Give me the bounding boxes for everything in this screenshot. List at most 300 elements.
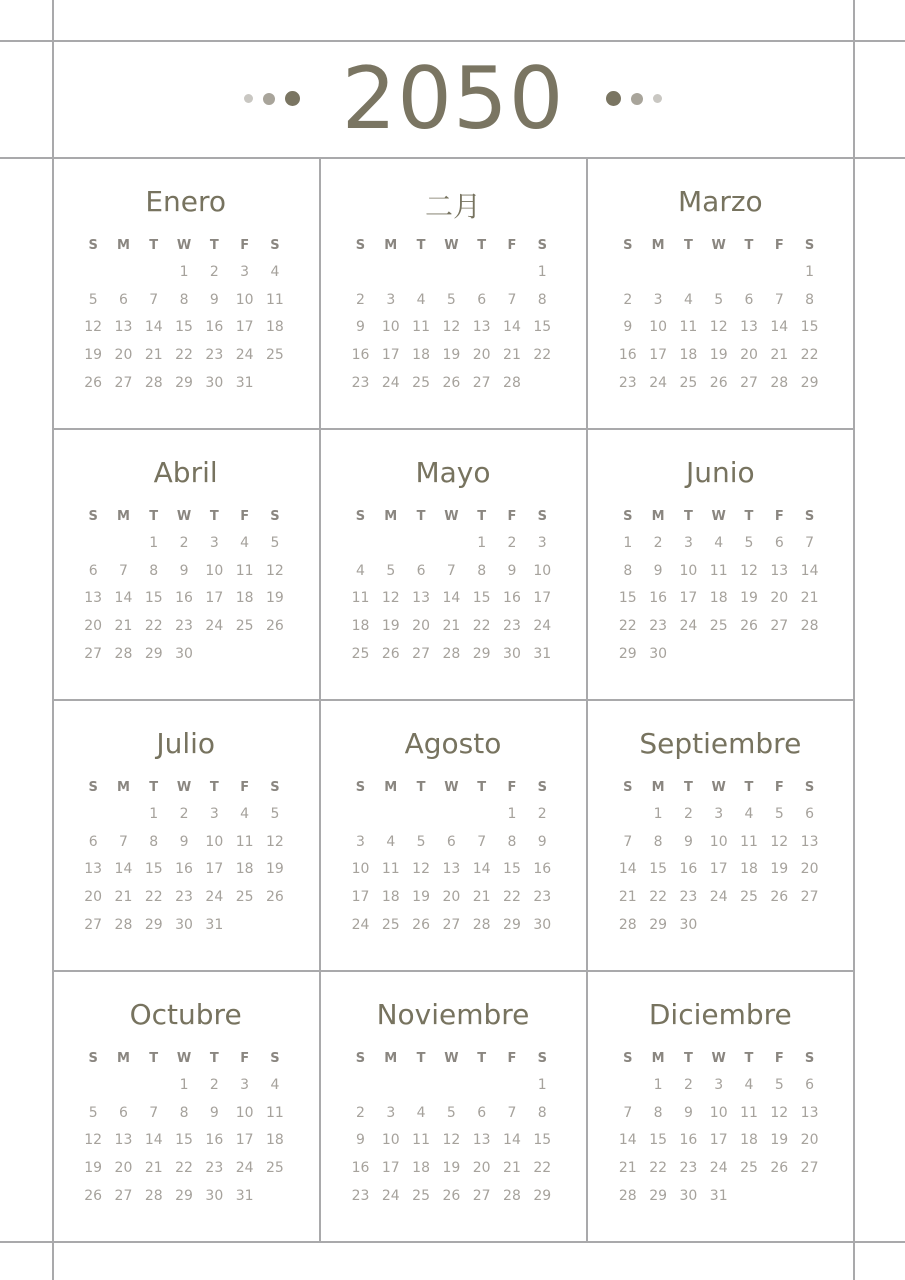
day: 5 — [446, 291, 456, 308]
day: 1 — [149, 806, 159, 822]
day: 5 — [270, 535, 280, 551]
empty-day — [436, 1077, 466, 1105]
day: 22 — [533, 347, 552, 364]
day: 29 — [175, 374, 193, 391]
day: 7 — [623, 1104, 633, 1121]
day: 22 — [618, 618, 637, 635]
day: 16 — [351, 1160, 370, 1177]
days-grid — [613, 535, 825, 673]
day: 27 — [472, 374, 491, 391]
day: 7 — [149, 291, 159, 308]
day: 26 — [266, 889, 284, 906]
day: 3 — [240, 264, 250, 280]
weekday-label: T — [744, 509, 754, 524]
day: 10 — [709, 1104, 728, 1121]
day: 24 — [679, 618, 698, 635]
day: 30 — [533, 916, 552, 933]
day: 14 — [800, 562, 819, 579]
day: 30 — [205, 374, 224, 391]
day: 16 — [679, 861, 698, 878]
day: 9 — [683, 833, 693, 850]
month-name: Junio — [685, 456, 755, 489]
day: 6 — [88, 562, 98, 579]
day: 19 — [84, 347, 103, 364]
day: 24 — [205, 618, 224, 635]
days-grid — [613, 264, 825, 402]
empty-day — [108, 806, 138, 834]
day: 8 — [623, 562, 633, 579]
day: 20 — [740, 347, 758, 364]
day: 5 — [416, 833, 426, 850]
weekday-label: M — [651, 1051, 665, 1066]
day: 27 — [472, 1187, 491, 1204]
day: 21 — [442, 618, 461, 635]
day: 21 — [618, 889, 637, 906]
weekday-label: T — [209, 238, 219, 253]
day: 23 — [205, 1160, 224, 1177]
weekday-label: T — [209, 509, 219, 524]
day: 28 — [114, 645, 133, 662]
weekday-label: T — [477, 1051, 487, 1066]
empty-day — [376, 535, 406, 563]
day: 19 — [770, 861, 789, 878]
day: 14 — [618, 861, 637, 878]
day: 29 — [472, 645, 491, 662]
day: 21 — [144, 347, 163, 364]
day: 12 — [770, 833, 789, 850]
day: 24 — [709, 889, 728, 906]
day: 13 — [800, 1104, 819, 1121]
decorative-dots-right — [606, 91, 662, 106]
day: 3 — [209, 535, 219, 551]
weekday-label: T — [149, 238, 159, 253]
day: 19 — [266, 861, 284, 878]
day: 5 — [714, 291, 724, 308]
day: 9 — [623, 319, 633, 336]
empty-day — [436, 806, 466, 834]
days-grid — [345, 535, 557, 673]
day: 14 — [503, 319, 521, 336]
weekday-label: T — [209, 1051, 219, 1066]
months-grid — [52, 157, 854, 1241]
empty-day — [436, 264, 466, 292]
empty-day — [467, 1077, 497, 1105]
day: 30 — [649, 645, 668, 662]
weekday-label: W — [176, 238, 192, 253]
day: 19 — [266, 590, 284, 607]
day: 17 — [709, 1132, 728, 1149]
day: 15 — [175, 1132, 193, 1149]
weekday-label: T — [683, 780, 693, 795]
day: 1 — [477, 535, 487, 551]
day: 3 — [386, 291, 396, 308]
weekday-label: S — [537, 238, 547, 253]
weekday-label: F — [774, 238, 784, 253]
day: 9 — [209, 291, 219, 308]
day: 16 — [175, 590, 193, 607]
day: 15 — [533, 1132, 552, 1149]
day: 9 — [653, 562, 663, 579]
day: 20 — [84, 618, 103, 635]
day: 25 — [235, 618, 254, 635]
day: 21 — [144, 1160, 163, 1177]
month-1 — [319, 157, 586, 428]
day: 23 — [649, 618, 668, 635]
day: 21 — [114, 889, 133, 906]
day: 16 — [679, 1132, 698, 1149]
day: 31 — [235, 374, 254, 391]
day: 19 — [709, 347, 728, 364]
weekday-label: W — [711, 238, 726, 253]
weekday-header — [345, 238, 557, 253]
day: 9 — [179, 562, 189, 579]
day: 17 — [709, 861, 728, 878]
empty-day — [345, 806, 375, 834]
day: 29 — [618, 645, 637, 662]
day: 1 — [805, 264, 815, 280]
day: 7 — [805, 535, 815, 551]
day: 6 — [118, 291, 128, 308]
weekday-label: F — [240, 238, 250, 253]
day: 17 — [235, 1132, 254, 1149]
weekday-label: T — [744, 238, 754, 253]
weekday-label: S — [270, 1051, 280, 1066]
day: 7 — [507, 1104, 517, 1121]
day: 8 — [537, 291, 547, 308]
weekday-header — [78, 780, 290, 795]
day: 16 — [175, 861, 193, 878]
decorative-dots-left — [244, 91, 300, 106]
day: 12 — [770, 1104, 789, 1121]
day: 16 — [618, 347, 637, 364]
day: 3 — [714, 806, 724, 822]
day: 16 — [205, 319, 224, 336]
day: 9 — [179, 833, 189, 850]
day: 16 — [205, 1132, 224, 1149]
day: 20 — [412, 618, 430, 635]
day: 13 — [84, 590, 103, 607]
day: 1 — [179, 1077, 189, 1093]
day: 26 — [381, 645, 400, 662]
day: 8 — [149, 833, 159, 850]
day: 24 — [533, 618, 552, 635]
day: 13 — [472, 1132, 491, 1149]
day: 22 — [649, 889, 668, 906]
weekday-header — [78, 509, 290, 524]
weekday-label: T — [149, 780, 159, 795]
day: 29 — [175, 1187, 193, 1204]
day: 20 — [800, 861, 819, 878]
day: 4 — [270, 264, 280, 280]
day: 28 — [442, 645, 461, 662]
day: 23 — [205, 347, 224, 364]
day: 2 — [683, 806, 693, 822]
month-7 — [319, 699, 586, 970]
day: 7 — [446, 562, 456, 579]
month-name: Diciembre — [648, 998, 792, 1031]
day: 2 — [683, 1077, 693, 1093]
weekday-label: F — [774, 509, 784, 524]
day: 16 — [351, 347, 370, 364]
day: 27 — [800, 1160, 819, 1177]
day: 15 — [533, 319, 552, 336]
day: 8 — [653, 1104, 663, 1121]
weekday-label: W — [444, 509, 459, 524]
weekday-label: T — [477, 509, 487, 524]
day: 5 — [774, 1077, 784, 1093]
day: 4 — [714, 535, 724, 551]
day: 9 — [683, 1104, 693, 1121]
weekday-label: M — [384, 780, 398, 795]
empty-day — [613, 806, 643, 834]
weekday-header — [613, 509, 825, 524]
day: 2 — [179, 806, 189, 822]
day: 24 — [381, 374, 400, 391]
day: 15 — [800, 319, 819, 336]
day: 2 — [179, 535, 189, 551]
day: 28 — [114, 916, 133, 933]
day: 22 — [175, 1160, 193, 1177]
month-name: Abril — [153, 456, 218, 489]
days-grid — [78, 264, 290, 402]
weekday-label: M — [116, 238, 130, 253]
day: 1 — [623, 535, 633, 551]
day: 6 — [118, 1104, 128, 1121]
day: 23 — [175, 889, 193, 906]
day: 17 — [679, 590, 698, 607]
day: 14 — [442, 590, 461, 607]
month-name: Octubre — [129, 998, 242, 1031]
day: 29 — [649, 916, 668, 933]
weekday-label: T — [416, 780, 426, 795]
month-name: Agosto — [404, 727, 502, 760]
day: 26 — [442, 1187, 461, 1204]
weekday-label: S — [804, 780, 815, 795]
empty-day — [78, 264, 108, 292]
day: 7 — [507, 291, 517, 308]
weekday-label: F — [240, 509, 250, 524]
day: 17 — [351, 889, 370, 906]
month-8 — [587, 699, 854, 970]
day: 2 — [623, 291, 633, 308]
day: 20 — [800, 1132, 819, 1149]
day: 12 — [266, 562, 284, 579]
day: 5 — [446, 1104, 456, 1121]
weekday-label: T — [416, 509, 426, 524]
weekday-label: S — [537, 1051, 547, 1066]
day: 6 — [416, 562, 426, 579]
day: 8 — [149, 562, 159, 579]
day: 22 — [472, 618, 491, 635]
weekday-label: M — [651, 238, 665, 253]
month-6 — [52, 699, 319, 970]
day: 2 — [356, 1104, 365, 1121]
day: 13 — [770, 562, 789, 579]
day: 13 — [84, 861, 103, 878]
weekday-label: F — [507, 238, 517, 253]
day: 20 — [114, 1160, 133, 1177]
day: 21 — [472, 889, 491, 906]
day: 12 — [740, 562, 758, 579]
day: 12 — [709, 319, 728, 336]
empty-day — [78, 535, 108, 563]
weekday-label: F — [774, 1051, 784, 1066]
day: 3 — [386, 1104, 396, 1121]
day: 26 — [770, 1160, 789, 1177]
day: 17 — [205, 861, 224, 878]
weekday-label: T — [209, 780, 219, 795]
weekday-label: S — [355, 780, 366, 795]
day: 7 — [477, 833, 487, 850]
empty-day — [436, 535, 466, 563]
weekday-label: S — [537, 509, 547, 524]
day: 29 — [649, 1187, 668, 1204]
day: 4 — [683, 291, 693, 308]
day: 20 — [84, 889, 103, 906]
day: 8 — [477, 562, 487, 579]
weekday-label: M — [384, 238, 398, 253]
day: 20 — [472, 347, 491, 364]
day: 8 — [179, 291, 189, 308]
day: 20 — [114, 347, 133, 364]
day: 26 — [442, 374, 461, 391]
day: 10 — [205, 562, 224, 579]
day: 15 — [649, 1132, 668, 1149]
empty-day — [734, 264, 764, 292]
days-grid — [613, 1077, 825, 1215]
day: 23 — [679, 889, 698, 906]
day: 24 — [649, 374, 668, 391]
empty-day — [345, 535, 375, 563]
day: 7 — [118, 562, 128, 579]
weekday-header — [78, 1051, 290, 1066]
day: 29 — [144, 916, 163, 933]
day: 27 — [114, 374, 133, 391]
weekday-label: F — [507, 780, 517, 795]
weekday-label: S — [623, 780, 633, 795]
day: 24 — [351, 916, 370, 933]
weekday-label: T — [416, 1051, 426, 1066]
day: 27 — [442, 916, 461, 933]
day: 20 — [472, 1160, 491, 1177]
day: 23 — [175, 618, 193, 635]
weekday-label: F — [507, 1051, 517, 1066]
weekday-label: T — [683, 509, 693, 524]
day: 29 — [144, 645, 163, 662]
month-4 — [319, 428, 586, 699]
day: 6 — [774, 535, 784, 551]
month-9 — [52, 970, 319, 1241]
day: 14 — [144, 319, 163, 336]
day: 26 — [740, 618, 758, 635]
day: 11 — [351, 590, 370, 607]
day: 25 — [266, 1160, 284, 1177]
day: 14 — [472, 861, 491, 878]
day: 9 — [209, 1104, 219, 1121]
day: 21 — [503, 347, 521, 364]
day: 22 — [144, 889, 163, 906]
weekday-label: S — [355, 509, 366, 524]
day: 10 — [235, 1104, 254, 1121]
day: 11 — [412, 319, 430, 336]
day: 22 — [144, 618, 163, 635]
month-name: 二月 — [424, 190, 481, 223]
day: 11 — [412, 1132, 430, 1149]
day: 23 — [618, 374, 637, 391]
day: 27 — [740, 374, 758, 391]
month-0 — [52, 157, 319, 428]
day: 1 — [537, 1077, 547, 1093]
day: 15 — [649, 861, 668, 878]
day: 10 — [649, 319, 668, 336]
day: 5 — [744, 535, 754, 551]
weekday-label: S — [270, 780, 280, 795]
day: 13 — [114, 319, 133, 336]
day: 15 — [175, 319, 193, 336]
day: 17 — [205, 590, 224, 607]
day: 17 — [649, 347, 668, 364]
month-name: Noviembre — [376, 998, 530, 1031]
month-name: Mayo — [415, 456, 491, 489]
empty-day — [108, 535, 138, 563]
day: 13 — [114, 1132, 133, 1149]
empty-day — [376, 1077, 406, 1105]
day: 21 — [503, 1160, 521, 1177]
empty-day — [345, 264, 375, 292]
month-name: Septiembre — [639, 727, 802, 760]
weekday-label: S — [623, 1051, 633, 1066]
day: 6 — [477, 291, 487, 308]
day: 2 — [209, 264, 219, 280]
day: 11 — [266, 291, 284, 308]
day: 24 — [235, 347, 254, 364]
day: 22 — [649, 1160, 668, 1177]
weekday-label: S — [88, 238, 98, 253]
weekday-label: T — [416, 238, 426, 253]
day: 9 — [356, 1132, 365, 1149]
weekday-label: S — [623, 238, 633, 253]
day: 28 — [770, 374, 789, 391]
day: 19 — [740, 590, 758, 607]
day: 6 — [88, 833, 98, 850]
weekday-label: M — [384, 1051, 398, 1066]
weekday-header — [613, 780, 825, 795]
empty-day — [613, 264, 643, 292]
day: 26 — [84, 1187, 103, 1204]
month-11 — [587, 970, 854, 1241]
day: 18 — [351, 618, 370, 635]
weekday-label: S — [88, 1051, 98, 1066]
weekday-label: S — [804, 1051, 815, 1066]
day: 10 — [381, 319, 400, 336]
day: 24 — [205, 889, 224, 906]
weekday-label: W — [444, 1051, 459, 1066]
day: 5 — [88, 291, 98, 308]
day: 30 — [679, 916, 698, 933]
day: 18 — [740, 1132, 758, 1149]
day: 30 — [205, 1187, 224, 1204]
day: 30 — [679, 1187, 698, 1204]
day: 18 — [740, 861, 758, 878]
weekday-label: T — [477, 238, 487, 253]
day: 23 — [351, 1187, 370, 1204]
day: 4 — [744, 1077, 754, 1093]
empty-day — [78, 1077, 108, 1105]
day: 10 — [351, 861, 370, 878]
day: 15 — [618, 590, 637, 607]
day: 31 — [205, 916, 224, 933]
weekday-label: S — [623, 509, 633, 524]
